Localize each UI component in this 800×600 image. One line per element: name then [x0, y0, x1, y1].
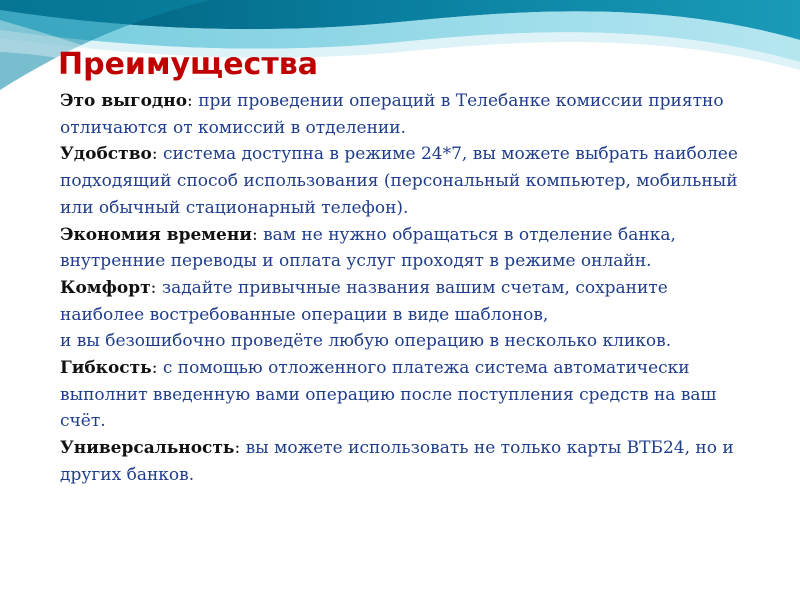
advantage-term: Это выгодно — [60, 91, 188, 111]
advantage-description: задайте привычные названия вашим счетам, сохраните наиболее востребованные операции в виде шаблонов, — [60, 277, 668, 325]
advantage-term: Экономия времени — [60, 224, 252, 245]
advantage-item-convenience — [60, 141, 750, 221]
advantage-description: с помощью отложенного платежа система автоматически выполнит введенную вами операцию после поступления средств на ваш счёт. — [60, 358, 717, 432]
term-separator: : — [234, 438, 241, 459]
advantage-item-comfort — [60, 275, 750, 355]
advantages-list — [60, 88, 750, 489]
advantage-item-universality — [60, 435, 750, 488]
advantage-item-benefit — [60, 88, 750, 141]
term-separator: : — [150, 277, 157, 298]
advantage-term: Комфорт — [60, 277, 151, 298]
advantage-term: Гибкость — [60, 358, 152, 379]
advantage-item-time-saving — [60, 222, 750, 275]
advantage-description: вы можете использовать не только карты ВТБ24, но и других банков. — [60, 438, 734, 485]
term-separator: : — [187, 91, 193, 111]
term-separator: : — [151, 358, 158, 379]
term-separator: : — [151, 144, 158, 165]
slide-title: Преимущества — [58, 47, 318, 82]
advantage-term: Универсальность — [60, 438, 235, 459]
term-separator: : — [251, 224, 258, 245]
advantage-description: система доступна в режиме 24*7, вы можете выбрать наиболее подходящий способ использования (персональный компьютер, мобильный или обычный стационарный телефон). — [60, 144, 738, 218]
advantage-description: при проведении операций в Телебанке комиссии приятно отличаются от комиссий в отделении. — [60, 91, 724, 138]
advantage-item-flexibility — [60, 355, 750, 435]
advantage-description-continued: и вы безошибочно проведёте любую операцию в несколько кликов. — [60, 331, 672, 352]
advantage-term: Удобство — [60, 144, 152, 165]
advantage-description: вам не нужно обращаться в отделение банка, внутренние переводы и оплата услуг проходят в режиме онлайн. — [60, 224, 676, 272]
